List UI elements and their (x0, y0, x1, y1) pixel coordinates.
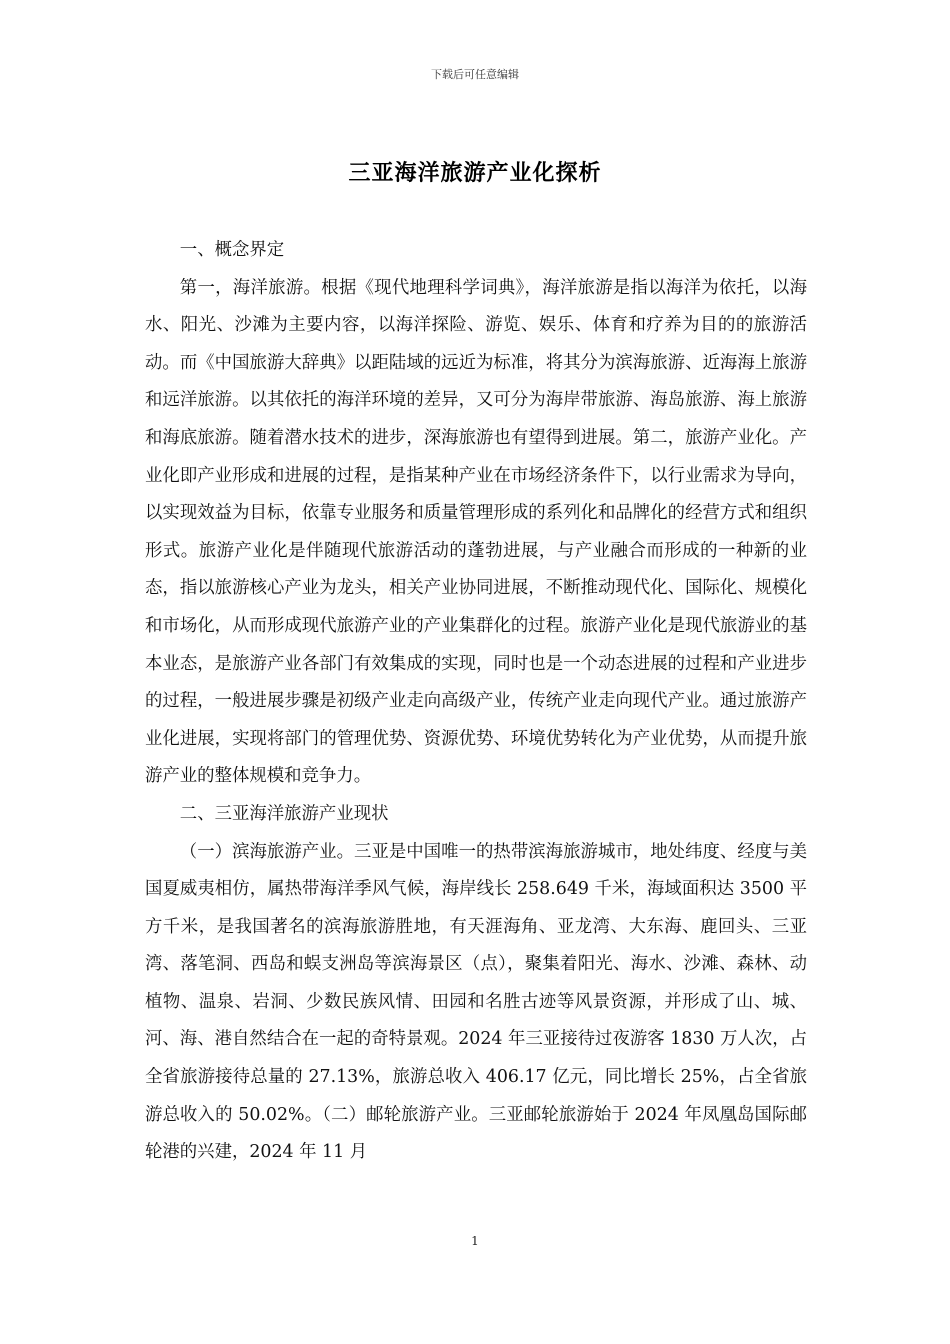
header-note: 下载后可任意编辑 (431, 68, 519, 81)
document-title: 三亚海洋旅游产业化探析 (348, 161, 602, 186)
section-heading-status: 二、三亚海洋旅游产业现状 (179, 803, 389, 824)
document-body (145, 232, 807, 1172)
paragraph-concepts: 第一，海洋旅游。根据《现代地理科学词典》，海洋旅游是指以海洋为依托，以海水、阳光、沙滩为主要内容，以海洋探险、游览、娱乐、体育和疗养为目的的旅游活动。而《中国旅游大辞典》以距陆域的远近为标准，将其分为滨海旅游、近海海上旅游和远洋旅游。以其依托的海洋环境的差异，又可分为海岸带旅游、海岛旅游、海上旅游和海底旅游。随着潜水技术的进步，深海旅游也有望得到进展。第二，旅游产业化。产业化即产业形成和进展的过程，是指某种产业在市场经济条件下，以行业需求为导向，以实现效益为目标，依靠专业服务和质量管理形成的系列化和品牌化的经营方式和组织形式。旅游产业化是伴随现代旅游活动的蓬勃进展，与产业融合而形成的一种新的业态，指以旅游核心产业为龙头，相关产业协同进展，不断推动现代化、国际化、规模化和市场化，从而形成现代旅游产业的产业集群化的过程。旅游产业化是现代旅游业的基本业态，是旅游产业各部门有效集成的实现，同时也是一个动态进展的过程和产业进步的过程，一般进展步骤是初级产业走向高级产业，传统产业走向现代产业。通过旅游产业化进展，实现将部门的管理优势、资源优势、环境优势转化为产业优势，从而提升旅游产业的整体规模和竞争力。 (145, 277, 807, 787)
page-number: 1 (471, 1234, 479, 1248)
paragraph-coastal-tourism: （一）滨海旅游产业。三亚是中国唯一的热带滨海旅游城市，地处纬度、经度与美国夏威夷相仿，属热带海洋季风气候，海岸线长 258.649 千米，海域面积达 3500 平方千米，是我国著名的滨海旅游胜地，有天涯海角、亚龙湾、大东海、鹿回头、三亚湾、落笔洞、西岛和蜈支洲岛等滨海景区（点），聚集着阳光、海水、沙滩、森林、动植物、温泉、岩洞、少数民族风情、田园和名胜古迹等风景资源，并形成了山、城、河、海、港自然结合在一起的奇特景观。2024 年三亚接待过夜游客 1830 万人次，占全省旅游接待总量的 27.13%，旅游总收入 406.17 亿元，同比增长 25%，占全省旅游总收入的 50.02%。（二）邮轮旅游产业。三亚邮轮旅游始于 2024 年凤凰岛国际邮轮港的兴建，2024 年 11 月 (145, 841, 807, 1163)
section-heading-concepts: 一、概念界定 (179, 240, 285, 260)
